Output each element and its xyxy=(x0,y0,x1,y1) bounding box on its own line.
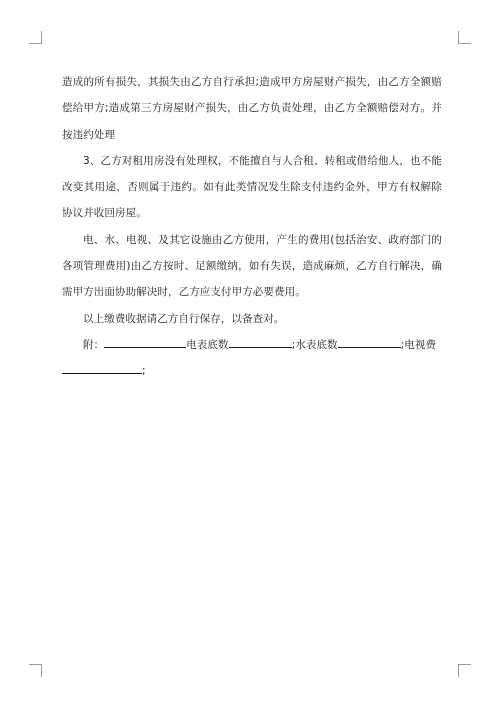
attachment-prefix: 附： xyxy=(83,338,105,351)
paragraph-receipts: 以上缴费收据请乙方自行保存，以备查对。 xyxy=(83,312,285,325)
crop-mark-top-left xyxy=(29,31,42,44)
electricity-meter-blank xyxy=(229,337,292,348)
tv-fee-blank xyxy=(62,363,142,374)
separator-1: ; xyxy=(291,338,296,351)
water-meter-blank xyxy=(338,337,401,348)
attachment-line-2 xyxy=(62,358,442,384)
paragraph-utilities: 电、水、电视、及其它设施由乙方使用，产生的费用(包括治安、政府部门的各项管理费用)由乙方按时、足额缴纳，如有失误，造成麻烦，乙方自行解决，确需甲方出面协助解决时，乙方应支付甲方必要费用。 xyxy=(62,233,442,299)
paragraph-no-sublease: 3、乙方对租用房没有处理权，不能擅自与人合租、转租或借给他人，也不能改变其用途，否则属于违约。如有此类情况发生除支付违约金外，甲方有权解除协议并收回房屋。 xyxy=(62,154,442,220)
crop-mark-top-right xyxy=(458,31,471,44)
paragraph-liability: 造成的所有损失，其损失由乙方自行承担;造成甲方房屋财产损失，由乙方全额赔偿给甲方;造成第三方房屋财产损失，由乙方负责处理，由乙方全额赔偿对方。并按违约处理 xyxy=(62,76,442,141)
crop-mark-bottom-right xyxy=(458,664,471,677)
electricity-meter-label: 电表底数 xyxy=(186,338,229,351)
crop-mark-bottom-left xyxy=(29,664,42,677)
attachment-line xyxy=(62,332,442,358)
attachment-end: ; xyxy=(142,365,146,378)
tv-fee-label: 电视费 xyxy=(404,338,437,351)
blank-field-1 xyxy=(104,337,186,348)
document-body xyxy=(62,69,442,385)
water-meter-label: 水表底数 xyxy=(295,338,338,351)
separator-2: ; xyxy=(400,338,405,351)
